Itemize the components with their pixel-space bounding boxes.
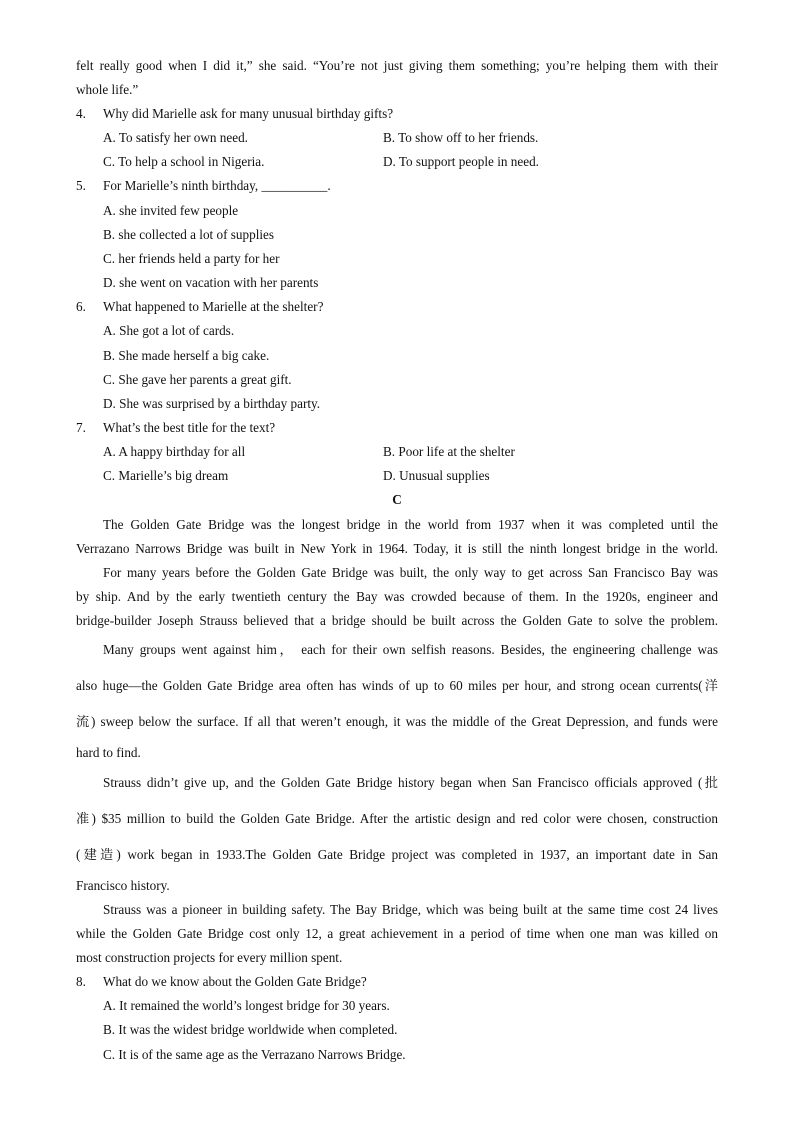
option-b[interactable]: B. Poor life at the shelter (383, 444, 515, 459)
question-number: 4. (76, 106, 86, 121)
passage-line: 流) sweep below the surface. If all that weren’t enough, it was the middle of the Great Depression, and funds were (76, 714, 718, 729)
passage-line: Strauss didn’t give up, and the Golden Gate Bridge history began when San Francisco officials approved (批 (103, 775, 718, 790)
passage-line: Francisco history. (76, 878, 170, 893)
question-text: Why did Marielle ask for many unusual birthday gifts? (103, 106, 394, 121)
option-b[interactable]: B. To show off to her friends. (383, 130, 539, 145)
passage-line: Many groups went against him， each for their own selfish reasons. Besides, the engineering challenge was (103, 642, 718, 657)
option-a[interactable]: A. It remained the world’s longest bridge for 30 years. (103, 998, 390, 1013)
option-a[interactable]: A. A happy birthday for all (103, 444, 246, 459)
option-c[interactable]: C. Marielle’s big dream (103, 468, 229, 483)
option-c[interactable]: C. her friends held a party for her (103, 251, 280, 266)
option-b[interactable]: B. She made herself a big cake. (103, 348, 270, 363)
passage-line: by ship. And by the early twentieth century the Bay was crowded because of them. In the 1920s, engineer and (76, 589, 718, 604)
option-d[interactable]: D. To support people in need. (383, 154, 539, 169)
option-a[interactable]: A. she invited few people (103, 203, 239, 218)
passage-line: For many years before the Golden Gate Bridge was built, the only way to get across San Francisco Bay was (103, 565, 718, 580)
question-number: 7. (76, 420, 86, 435)
passage-line: bridge-builder Joseph Strauss believed that a bridge should be built across the Golden Gate to solve the problem. (76, 613, 718, 628)
intro-line-2: whole life.” (76, 82, 139, 97)
passage-line: 准) $35 million to build the Golden Gate Bridge. After the artistic design and red color were chosen, construction (76, 811, 718, 826)
option-d[interactable]: D. She was surprised by a birthday party. (103, 396, 321, 411)
option-d[interactable]: D. she went on vacation with her parents (103, 275, 319, 290)
passage-line: The Golden Gate Bridge was the longest bridge in the world from 1937 when it was completed until the (103, 517, 718, 532)
passage-line: Verrazano Narrows Bridge was built in New York in 1964. Today, it is still the ninth longest bridge in the world. (76, 541, 718, 556)
passage-line: most construction projects for every million spent. (76, 950, 343, 965)
option-a[interactable]: A. To satisfy her own need. (103, 130, 248, 145)
option-c[interactable]: C. She gave her parents a great gift. (103, 372, 292, 387)
section-heading: C (392, 492, 402, 507)
option-c[interactable]: C. To help a school in Nigeria. (103, 154, 265, 169)
question-number: 5. (76, 178, 86, 193)
option-d[interactable]: D. Unusual supplies (383, 468, 490, 483)
question-text: What happened to Marielle at the shelter? (103, 299, 324, 314)
passage-line: hard to find. (76, 745, 141, 760)
question-text: What’s the best title for the text? (103, 420, 276, 435)
question-number: 8. (76, 974, 86, 989)
intro-line-1: felt really good when I did it,” she said. “You’re not just giving them something; you’re helping them with their (76, 58, 718, 73)
passage-line: (建造) work began in 1933.The Golden Gate Bridge project was completed in 1937, an important date in San (76, 847, 718, 862)
question-text: What do we know about the Golden Gate Bridge? (103, 974, 367, 989)
option-b[interactable]: B. she collected a lot of supplies (103, 227, 275, 242)
question-number: 6. (76, 299, 86, 314)
passage-line: also huge—the Golden Gate Bridge area often has winds of up to 60 miles per hour, and strong ocean currents(洋 (76, 678, 718, 693)
option-b[interactable]: B. It was the widest bridge worldwide when completed. (103, 1022, 398, 1037)
passage-line: Strauss was a pioneer in building safety. The Bay Bridge, which was being built at the same time cost 24 lives (103, 902, 718, 917)
option-c[interactable]: C. It is of the same age as the Verrazano Narrows Bridge. (103, 1047, 406, 1062)
question-text: For Marielle’s ninth birthday, __________. (103, 178, 331, 193)
option-a[interactable]: A. She got a lot of cards. (103, 323, 235, 338)
passage-line: while the Golden Gate Bridge cost only 12, a great achievement in a period of time when one man was killed on (76, 926, 718, 941)
